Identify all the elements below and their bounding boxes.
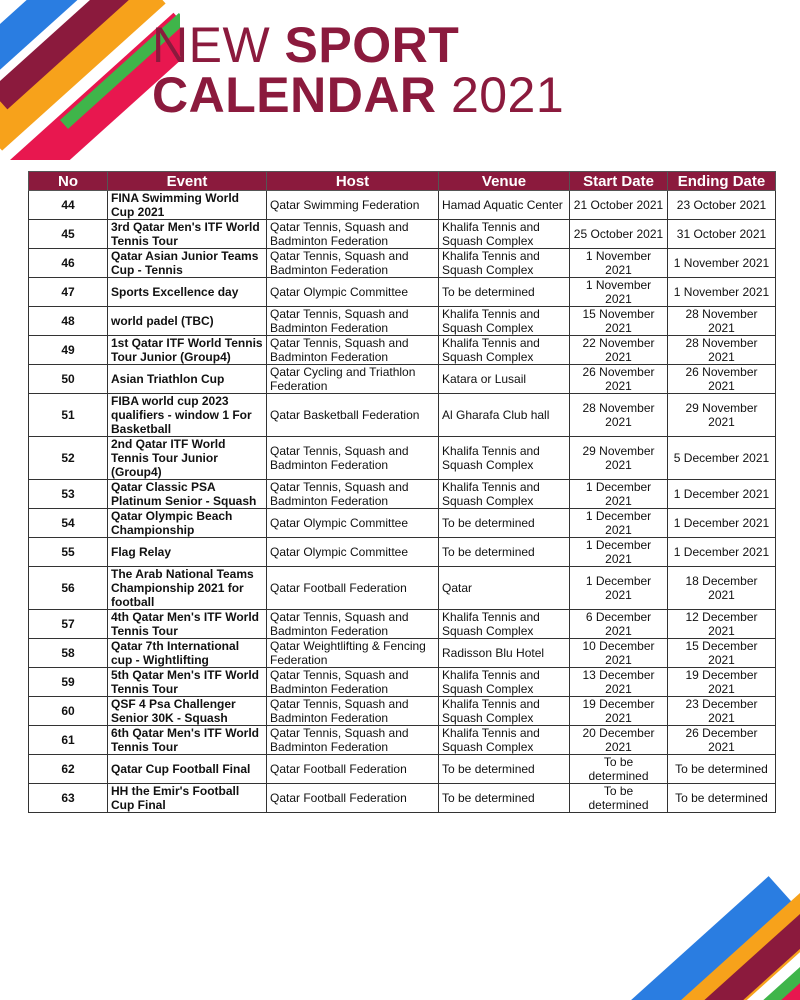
row-ending-date: 18 December 2021 [668,567,776,610]
title-sport: SPORT [284,17,460,73]
row-venue: Khalifa Tennis and Squash Complex [439,726,570,755]
row-event: QSF 4 Psa Challenger Senior 30K - Squash [108,697,267,726]
row-start-date: 29 November 2021 [570,437,668,480]
row-host: Qatar Tennis, Squash and Badminton Federation [267,437,439,480]
row-start-date: To be determined [570,784,668,813]
row-start-date: 15 November 2021 [570,307,668,336]
table-row [29,509,776,538]
row-number: 49 [29,336,108,365]
row-venue: Katara or Lusail [439,365,570,394]
row-start-date: 21 October 2021 [570,191,668,220]
row-start-date: 1 December 2021 [570,509,668,538]
title-calendar: CALENDAR [152,67,437,123]
row-venue: Radisson Blu Hotel [439,639,570,668]
row-ending-date: 1 December 2021 [668,480,776,509]
row-host: Qatar Tennis, Squash and Badminton Federation [267,336,439,365]
row-event: 2nd Qatar ITF World Tennis Tour Junior (Group4) [108,437,267,480]
row-event: FIBA world cup 2023 qualifiers - window 1 For Basketball [108,394,267,437]
header-venue: Venue [439,172,570,191]
row-host: Qatar Football Federation [267,755,439,784]
row-number: 60 [29,697,108,726]
row-start-date: 1 November 2021 [570,278,668,307]
table-row [29,538,776,567]
row-venue: Khalifa Tennis and Squash Complex [439,307,570,336]
row-start-date: 22 November 2021 [570,336,668,365]
row-ending-date: 26 November 2021 [668,365,776,394]
row-event: Qatar Cup Football Final [108,755,267,784]
header-host: Host [267,172,439,191]
table-row [29,437,776,480]
row-event: Qatar Classic PSA Platinum Senior - Squash [108,480,267,509]
row-start-date: 19 December 2021 [570,697,668,726]
row-venue: Khalifa Tennis and Squash Complex [439,480,570,509]
row-start-date: 1 December 2021 [570,567,668,610]
row-ending-date: 15 December 2021 [668,639,776,668]
row-event: Flag Relay [108,538,267,567]
row-event: The Arab National Teams Championship 2021 for football [108,567,267,610]
row-number: 58 [29,639,108,668]
row-event: HH the Emir's Football Cup Final [108,784,267,813]
row-host: Qatar Football Federation [267,567,439,610]
row-venue: Qatar [439,567,570,610]
calendar-body [29,191,776,813]
row-host: Qatar Tennis, Squash and Badminton Federation [267,220,439,249]
row-venue: Khalifa Tennis and Squash Complex [439,610,570,639]
row-host: Qatar Tennis, Squash and Badminton Federation [267,668,439,697]
row-host: Qatar Cycling and Triathlon Federation [267,365,439,394]
row-host: Qatar Tennis, Squash and Badminton Federation [267,610,439,639]
bottom-right-decoration [580,800,800,1000]
row-venue: Khalifa Tennis and Squash Complex [439,668,570,697]
row-ending-date: 31 October 2021 [668,220,776,249]
row-ending-date: 23 October 2021 [668,191,776,220]
table-header-row [29,172,776,191]
row-host: Qatar Weightlifting & Fencing Federation [267,639,439,668]
row-event: world padel (TBC) [108,307,267,336]
row-host: Qatar Olympic Committee [267,509,439,538]
row-event: 4th Qatar Men's ITF World Tennis Tour [108,610,267,639]
row-start-date: 6 December 2021 [570,610,668,639]
row-venue: Hamad Aquatic Center [439,191,570,220]
table-row [29,784,776,813]
row-start-date: 20 December 2021 [570,726,668,755]
row-number: 55 [29,538,108,567]
row-start-date: To be determined [570,755,668,784]
row-ending-date: To be determined [668,755,776,784]
row-ending-date: 1 December 2021 [668,509,776,538]
header-event: Event [108,172,267,191]
table-row [29,278,776,307]
table-row [29,191,776,220]
title-line-1 [152,17,564,73]
table-row [29,639,776,668]
table-row [29,668,776,697]
row-ending-date: 19 December 2021 [668,668,776,697]
header-no: No [29,172,108,191]
row-start-date: 10 December 2021 [570,639,668,668]
row-event: Sports Excellence day [108,278,267,307]
row-host: Qatar Tennis, Squash and Badminton Federation [267,697,439,726]
row-number: 62 [29,755,108,784]
row-number: 44 [29,191,108,220]
row-host: Qatar Football Federation [267,784,439,813]
table-row [29,697,776,726]
row-venue: Khalifa Tennis and Squash Complex [439,220,570,249]
row-venue: Al Gharafa Club hall [439,394,570,437]
row-ending-date: To be determined [668,784,776,813]
row-start-date: 1 December 2021 [570,538,668,567]
row-ending-date: 5 December 2021 [668,437,776,480]
row-ending-date: 1 December 2021 [668,538,776,567]
table-row [29,755,776,784]
row-number: 51 [29,394,108,437]
table-row [29,365,776,394]
row-venue: Khalifa Tennis and Squash Complex [439,697,570,726]
row-start-date: 13 December 2021 [570,668,668,697]
calendar-table [28,171,776,813]
row-host: Qatar Basketball Federation [267,394,439,437]
table-row [29,394,776,437]
row-ending-date: 26 December 2021 [668,726,776,755]
row-venue: Khalifa Tennis and Squash Complex [439,249,570,278]
row-number: 61 [29,726,108,755]
row-start-date: 26 November 2021 [570,365,668,394]
row-start-date: 1 December 2021 [570,480,668,509]
row-number: 63 [29,784,108,813]
row-start-date: 1 November 2021 [570,249,668,278]
row-host: Qatar Tennis, Squash and Badminton Federation [267,307,439,336]
row-start-date: 25 October 2021 [570,220,668,249]
row-number: 52 [29,437,108,480]
row-host: Qatar Olympic Committee [267,538,439,567]
row-number: 50 [29,365,108,394]
row-venue: To be determined [439,278,570,307]
row-number: 46 [29,249,108,278]
page-title [152,17,565,123]
row-venue: To be determined [439,784,570,813]
row-ending-date: 28 November 2021 [668,336,776,365]
row-event: FINA Swimming World Cup 2021 [108,191,267,220]
title-new: NEW [152,17,285,73]
row-host: Qatar Tennis, Squash and Badminton Federation [267,480,439,509]
row-number: 59 [29,668,108,697]
row-venue: To be determined [439,538,570,567]
row-venue: Khalifa Tennis and Squash Complex [439,336,570,365]
table-row [29,726,776,755]
row-event: Qatar Olympic Beach Championship [108,509,267,538]
table-row [29,336,776,365]
row-venue: To be determined [439,755,570,784]
table-row [29,610,776,639]
row-number: 48 [29,307,108,336]
row-ending-date: 23 December 2021 [668,697,776,726]
table-row [29,220,776,249]
table-row [29,307,776,336]
row-event: 6th Qatar Men's ITF World Tennis Tour [108,726,267,755]
title-year: 2021 [436,67,565,123]
row-ending-date: 1 November 2021 [668,278,776,307]
header-start-date: Start Date [570,172,668,191]
row-host: Qatar Swimming Federation [267,191,439,220]
row-event: Qatar 7th International cup - Wightlifting [108,639,267,668]
row-ending-date: 28 November 2021 [668,307,776,336]
row-event: 3rd Qatar Men's ITF World Tennis Tour [108,220,267,249]
row-venue: To be determined [439,509,570,538]
row-host: Qatar Olympic Committee [267,278,439,307]
table-row [29,480,776,509]
row-number: 47 [29,278,108,307]
row-event: 1st Qatar ITF World Tennis Tour Junior (Group4) [108,336,267,365]
row-ending-date: 12 December 2021 [668,610,776,639]
row-start-date: 28 November 2021 [570,394,668,437]
row-event: Asian Triathlon Cup [108,365,267,394]
row-host: Qatar Tennis, Squash and Badminton Federation [267,726,439,755]
row-number: 57 [29,610,108,639]
table-row [29,567,776,610]
row-ending-date: 29 November 2021 [668,394,776,437]
row-event: Qatar Asian Junior Teams Cup - Tennis [108,249,267,278]
row-number: 56 [29,567,108,610]
row-ending-date: 1 November 2021 [668,249,776,278]
row-event: 5th Qatar Men's ITF World Tennis Tour [108,668,267,697]
header-ending-date: Ending Date [668,172,776,191]
row-venue: Khalifa Tennis and Squash Complex [439,437,570,480]
row-number: 54 [29,509,108,538]
table-row [29,249,776,278]
row-number: 45 [29,220,108,249]
row-number: 53 [29,480,108,509]
title-line-2 [152,67,565,123]
row-host: Qatar Tennis, Squash and Badminton Federation [267,249,439,278]
